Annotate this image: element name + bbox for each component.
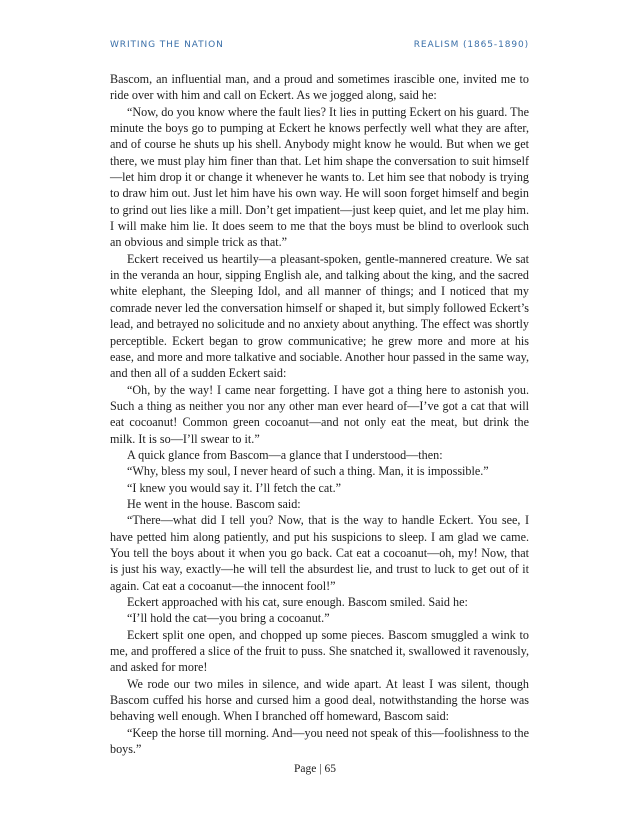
running-header xyxy=(110,40,529,50)
header-section-title: REALISM (1865-1890) xyxy=(413,40,529,50)
header-book-title: WRITING THE NATION xyxy=(110,40,224,50)
paragraph: “There—what did I tell you? Now, that is the way to handle Eckert. You see, I have petted him along patiently, and put his suspicions to sleep. I am glad we came. You tell the boys about it when you go back. Cat eat a cocoanut—oh, my! Now, that is just his way, exactly—he will tell the absurdest lie, and trust to luck to get out of it again. Cat eat a cocoanut—the innocent fool!” xyxy=(110,513,529,593)
paragraph: “Why, bless my soul, I never heard of such a thing. Man, it is impossible.” xyxy=(127,464,489,479)
paragraph: Bascom, an influential man, and a proud and sometimes irascible one, invited me to ride over with him and call on Eckert. As we jogged along, said he: xyxy=(110,72,529,103)
paragraph: Eckert split one open, and chopped up some pieces. Bascom smuggled a wink to me, and proffered a slice of the fruit to puss. She snatched it, swallowed it ravenously, and asked for more! xyxy=(110,627,529,675)
paragraph: “I’ll hold the cat—you bring a cocoanut.” xyxy=(127,611,330,626)
body-text xyxy=(110,71,529,757)
paragraph: Eckert approached with his cat, sure enough. Bascom smiled. Said he: xyxy=(127,595,468,609)
paragraph: We rode our two miles in silence, and wide apart. At least I was silent, though Bascom cuffed his horse and cursed him a good deal, notwithstanding the horse was behaving well enough. When I branched off homeward, Bascom said: xyxy=(110,676,529,724)
page-number: Page | 65 xyxy=(294,763,336,775)
paragraph: “Oh, by the way! I came near forgetting. I have got a thing here to astonish you. Such a thing as neither you nor any other man ever heard of—I’ve got a cat that will eat cocoanut! Common green cocoanut—and not only eat the meat, but drink the milk. It is so—I’ll swear to it.” xyxy=(110,382,529,446)
paragraph: He went in the house. Bascom said: xyxy=(127,496,301,511)
paragraph: “Now, do you know where the fault lies? It lies in putting Eckert on his guard. The minute the boys go to pumping at Eckert he knows perfectly well what they are after, and of course he shuts up his shell. Anybody might know he would. But when we get there, we must play him finer than that. Let him shape the conversation to suit himself—let him drop it or change it whenever he wants to. Let him see that nobody is trying to draw him out. Just let him have his own way. He will soon forget himself and begin to grind out lies like a mill. Don’t get impatient—just keep quiet, and let me play him. I will make him lie. It does seem to me that the boys must be blind to overlook such an obvious and simple trick as that.” xyxy=(110,104,529,250)
paragraph: A quick glance from Bascom—a glance that I understood—then: xyxy=(127,447,443,462)
paragraph: Eckert received us heartily—a pleasant-spoken, gentle-mannered creature. We sat in the veranda an hour, sipping English ale, and talking about the king, and the sacred white elephant, the Sleeping Idol, and all manner of things; and I noticed that my comrade never led the conversation himself or shaped it, but simply followed Eckert’s lead, and betrayed no solicitude and no anxiety about anything. The effect was shortly perceptible. Eckert began to grow communicative; he grew more and more at his ease, and more and more talkative and sociable. Another hour passed in the same way, and then all of a sudden Eckert said: xyxy=(110,251,529,381)
paragraph: “I knew you would say it. I’ll fetch the cat.” xyxy=(127,480,342,495)
paragraph: “Keep the horse till morning. And—you need not speak of this—foolishness to the boys.” xyxy=(110,725,529,757)
